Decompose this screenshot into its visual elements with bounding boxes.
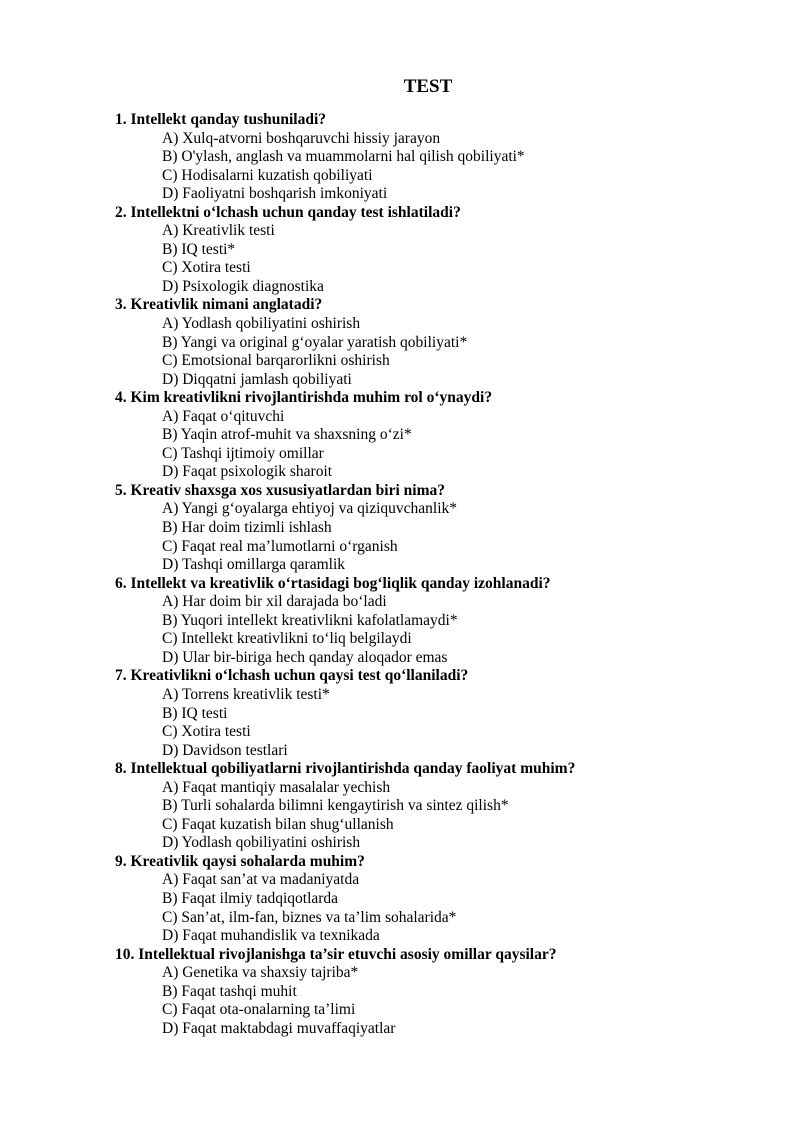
question-text: 5. Kreativ shaxsga xos xususiyatlardan biri nima? <box>115 481 445 499</box>
question-3 <box>115 296 755 389</box>
answer-option: C) Hodisalarni kuzatish qobiliyati <box>162 166 373 184</box>
question-list <box>115 111 755 1038</box>
question-4 <box>115 389 755 482</box>
question-1 <box>115 111 755 204</box>
answer-option: B) Har doim tizimli ishlash <box>162 519 332 537</box>
answer-option: D) Diqqatni jamlash qobiliyati <box>162 370 352 388</box>
answer-option: B) Yuqori intellekt kreativlikni kafolatlamaydi* <box>162 611 458 629</box>
answer-option: B) Turli sohalarda bilimni kengaytirish va sintez qilish* <box>162 797 509 815</box>
question-5 <box>115 482 755 575</box>
answer-option: B) IQ testi <box>162 704 228 722</box>
question-text: 8. Intellektual qobiliyatlarni rivojlantirishda qanday faoliyat muhim? <box>115 760 576 778</box>
answer-option: D) Faqat muhandislik va texnikada <box>162 927 380 945</box>
answer-option: B) IQ testi* <box>162 240 236 258</box>
answer-option: C) Intellekt kreativlikni to‘liq belgilaydi <box>162 630 412 648</box>
question-text: 4. Kim kreativlikni rivojlantirishda muhim rol o‘ynaydi? <box>115 389 493 407</box>
question-8 <box>115 760 755 853</box>
answer-option: C) Faqat kuzatish bilan shug‘ullanish <box>162 815 394 833</box>
answer-option: C) Emotsional barqarorlikni oshirish <box>162 352 390 370</box>
question-10 <box>115 946 755 1039</box>
answer-option: C) Xotira testi <box>162 723 251 741</box>
question-text: 3. Kreativlik nimani anglatadi? <box>115 296 323 314</box>
answer-option: B) O'ylash, anglash va muammolarni hal qilish qobiliyati* <box>162 148 525 166</box>
answer-option: D) Davidson testlari <box>162 741 288 759</box>
answer-option: A) Torrens kreativlik testi* <box>162 685 330 703</box>
question-text: 1. Intellekt qanday tushuniladi? <box>115 111 327 128</box>
answer-option: D) Yodlash qobiliyatini oshirish <box>162 834 361 852</box>
question-2 <box>115 204 755 297</box>
answer-option: A) Yangi g‘oyalarga ehtiyoj va qiziquvchanlik* <box>162 500 458 518</box>
question-text: 7. Kreativlikni o‘lchash uchun qaysi test qo‘llaniladi? <box>115 667 469 685</box>
answer-option: A) Genetika va shaxsiy tajriba* <box>162 964 359 982</box>
answer-option: B) Faqat ilmiy tadqiqotlarda <box>162 889 339 907</box>
question-text: 9. Kreativlik qaysi sohalarda muhim? <box>115 852 365 870</box>
question-text: 2. Intellektni o‘lchash uchun qanday test ishlatiladi? <box>115 203 461 221</box>
answer-option: B) Yangi va original g‘oyalar yaratish qobiliyati* <box>162 333 468 351</box>
answer-option: D) Psixologik diagnostika <box>162 277 324 295</box>
answer-option: A) Faqat san’at va madaniyatda <box>162 871 360 889</box>
answer-option: D) Tashqi omillarga qaramlik <box>162 556 346 574</box>
answer-option: C) Xotira testi <box>162 259 251 277</box>
answer-option: C) Faqat real ma’lumotlarni o‘rganish <box>162 537 398 555</box>
question-9 <box>115 853 755 946</box>
question-6 <box>115 575 755 668</box>
question-text: 10. Intellektual rivojlanishga ta’sir etuvchi asosiy omillar qaysilar? <box>115 945 557 963</box>
page-title: TEST <box>403 76 453 97</box>
answer-option: D) Faoliyatni boshqarish imkoniyati <box>162 185 388 203</box>
question-text: 6. Intellekt va kreativlik o‘rtasidagi bog‘liqlik qanday izohlanadi? <box>115 574 551 592</box>
answer-option: A) Har doim bir xil darajada bo‘ladi <box>162 593 387 611</box>
answer-option: A) Xulq-atvorni boshqaruvchi hissiy jarayon <box>162 129 441 147</box>
answer-option: A) Faqat mantiqiy masalalar yechish <box>162 778 391 796</box>
answer-option: D) Faqat psixologik sharoit <box>162 463 333 481</box>
answer-option: A) Faqat o‘qituvchi <box>162 407 285 425</box>
answer-option: C) Tashqi ijtimoiy omillar <box>162 444 324 462</box>
answer-option: C) San’at, ilm-fan, biznes va ta’lim sohalarida* <box>162 908 457 926</box>
answer-option: A) Kreativlik testi <box>162 222 275 240</box>
answer-option: A) Yodlash qobiliyatini oshirish <box>162 315 361 333</box>
question-7 <box>115 667 755 760</box>
answer-option: B) Faqat tashqi muhit <box>162 982 297 1000</box>
answer-option: D) Ular bir-biriga hech qanday aloqador emas <box>162 648 448 666</box>
answer-option: C) Faqat ota-onalarning ta’limi <box>162 1001 356 1019</box>
answer-option: D) Faqat maktabdagi muvaffaqiyatlar <box>162 1019 396 1037</box>
answer-option: B) Yaqin atrof-muhit va shaxsning o‘zi* <box>162 426 412 444</box>
